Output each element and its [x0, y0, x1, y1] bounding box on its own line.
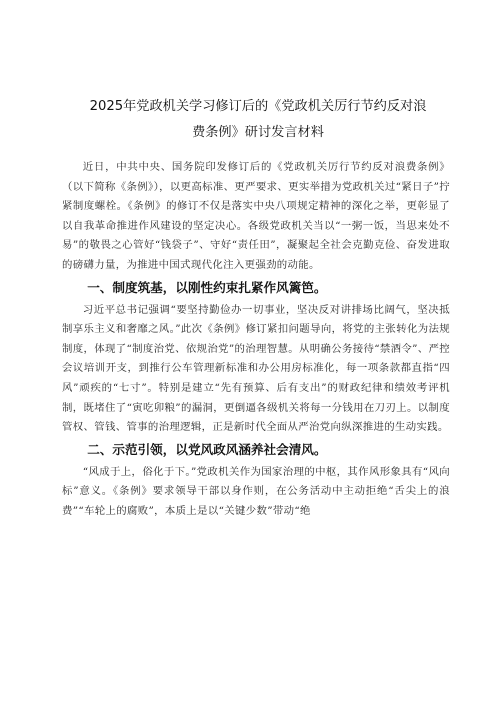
paragraph-intro: 近日，中共中央、国务院印发修订后的《党政机关厉行节约反对浪费条例》（以下简称《条例》），以更高标准、更严要求、更实举措为党政机关过“紧日子”拧紧制度螺栓。《条例》的修订不仅是落实中央八项规定精神的深化之举，更彰显了以自我革命推进作风建设的坚定决心。各级党政机关当以“一粥一饭，当思来处不易”的敬畏之心管好“钱袋子”、守好“责任田”，凝聚起全社会克勤克俭、奋发进取的磅礴力量，为推进中国式现代化注入更强劲的动能。 [62, 161, 450, 271]
paragraph-section-2: “风成于上，俗化于下。”党政机关作为国家治理的中枢，其作风形象具有“风向标”意义。《条例》要求领导干部以身作则，在公务活动中主动拒绝“舌尖上的浪费”“车轮上的腐败”，本质上是以“关键少数”带动“绝 [62, 465, 450, 517]
document-title: 2025年党政机关学习修订后的《党政机关厉行节约反对浪费条例》研讨发言材料 [89, 99, 427, 140]
document-body [62, 158, 450, 522]
section-heading-2: 二、示范引领，以党风政风涵养社会清风。 [87, 441, 327, 457]
paragraph-section-1: 习近平总书记强调“要坚持勤俭办一切事业，坚决反对讲排场比阔气，坚决抵制享乐主义和奢靡之风。”此次《条例》修订紧扣问题导向，将党的主张转化为法规制度，体现了“制度治党、依规治党”的治理智慧。从明确公务接待“禁酒令”、严控会议培训开支，到推行公车管理新标准和办公用房标准化，每一项条款都直指“四风”顽疾的“七寸”。特别是建立“先有预算、后有支出”的财政纪律和绩效考评机制，既堵住了“寅吃卯粮”的漏洞，更倒逼各级机关将每一分钱用在刀刃上。以制度管权、管钱、管事的治理逻辑，正是新时代全面从严治党向纵深推进的生动实践。 [62, 303, 450, 434]
section-heading-1: 一、制度筑基，以刚性约束扎紧作风篱笆。 [87, 279, 327, 295]
